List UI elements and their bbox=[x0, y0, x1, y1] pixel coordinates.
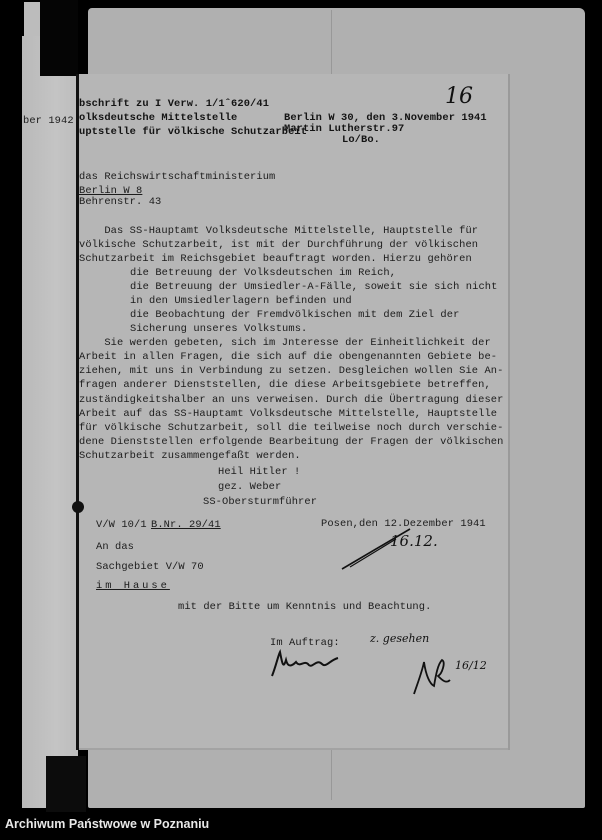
date-annotation: 16.12. bbox=[390, 532, 438, 550]
underlying-page-strip bbox=[22, 36, 78, 808]
closing-salute: Heil Hitler ! bbox=[218, 466, 301, 478]
list-item: die Betreuung der Umsiedler-A-Fälle, soweit sie sich nicht bbox=[130, 281, 498, 293]
body-line: Schutzarbeit zusammengefaßt werden. bbox=[79, 450, 301, 462]
header-line2: olksdeutsche Mittelstelle bbox=[79, 112, 238, 124]
body-line: Arbeit in allen Fragen, die sich auf die obengenannten Gebiete be- bbox=[79, 351, 498, 363]
list-item: in den Umsiedlerlagern befinden und bbox=[130, 295, 352, 307]
list-item: die Betreuung der Volksdeutschen im Reich, bbox=[130, 267, 397, 279]
signature bbox=[268, 648, 348, 680]
header-line1: bschrift zu I Verw. 1/1ˆ620/41 bbox=[79, 98, 270, 110]
handwritten-note: z. gesehen bbox=[370, 632, 430, 645]
strip-fragment-text: ber 1942 bbox=[23, 115, 74, 127]
list-item: die Beobachtung der Fremdvölkischen mit dem Ziel der bbox=[130, 309, 460, 321]
body-line: fragen anderer Dienststellen, die diese Arbeitsgebiete betreffen, bbox=[79, 379, 491, 391]
routing-ref-prefix: V/W 10/1 bbox=[96, 519, 147, 531]
routing-request: mit der Bitte um Kenntnis und Beachtung. bbox=[178, 601, 432, 613]
routing-place-date: Posen,den 12.Dezember 1941 bbox=[321, 518, 486, 530]
header-place-date: Berlin W 30, den 3.November 1941 bbox=[284, 112, 487, 124]
body-line: Arbeit auf das SS-Hauptamt Volksdeutsche Mittelstelle, Hauptstelle bbox=[79, 408, 498, 420]
header-ref: Lo/Bo. bbox=[342, 134, 381, 146]
dark-gap-lower bbox=[46, 756, 86, 812]
body-line: Sie werden gebeten, sich im Jnteresse der Einheitlichkeit der bbox=[79, 337, 491, 349]
recipient-line2: Berlin W 8 bbox=[79, 185, 143, 197]
ink-blot bbox=[72, 501, 84, 513]
body-line: Das SS-Hauptamt Volksdeutsche Mittelstelle, Hauptstelle für bbox=[79, 225, 479, 237]
body-line: für völkische Schutzarbeit, soll die teilweise noch durch verschie- bbox=[79, 422, 504, 434]
body-line: Schutzarbeit im Reichsgebiet beauftragt worden. Hierzu gehören bbox=[79, 253, 472, 265]
header-street: Martin Lutherstr.97 bbox=[284, 123, 405, 135]
body-line: völkische Schutzarbeit, ist mit der Durchführung der völkischen bbox=[79, 239, 479, 251]
closing-rank: SS-Obersturmführer bbox=[203, 496, 318, 508]
initial-date: 16/12 bbox=[455, 659, 487, 672]
routing-ref-number: B.Nr. 29/41 bbox=[151, 519, 221, 531]
routing-to3: im Hause bbox=[96, 580, 170, 592]
recipient-line3: Behrenstr. 43 bbox=[79, 196, 162, 208]
body-line: ziehen, mit uns in Verbindung zu setzen. Desgleichen wollen Sie An- bbox=[79, 365, 504, 377]
closing-signed: gez. Weber bbox=[218, 481, 282, 493]
routing-to2: Sachgebiet V/W 70 bbox=[96, 561, 204, 573]
routing-to1: An das bbox=[96, 541, 135, 553]
recipient-line1: das Reichswirtschaftministerium bbox=[79, 171, 276, 183]
left-strip-top bbox=[24, 2, 40, 38]
dark-gap bbox=[40, 0, 78, 76]
body-line: dene Dienststellen erfolgende Bearbeitung der Fragen der völkischen bbox=[79, 436, 504, 448]
body-line: zuständigkeitshalber an uns verweisen. Durch die Übertragung dieser bbox=[79, 394, 504, 406]
list-item: Sicherung unseres Volkstums. bbox=[130, 323, 308, 335]
im-auftrag-label: Im Auftrag: bbox=[270, 637, 340, 649]
archive-watermark: Archiwum Państwowe w Poznaniu bbox=[5, 817, 210, 831]
header-line3: uptstelle für völkische Schutzarbeit bbox=[79, 126, 308, 138]
folio-number: 16 bbox=[445, 84, 473, 109]
